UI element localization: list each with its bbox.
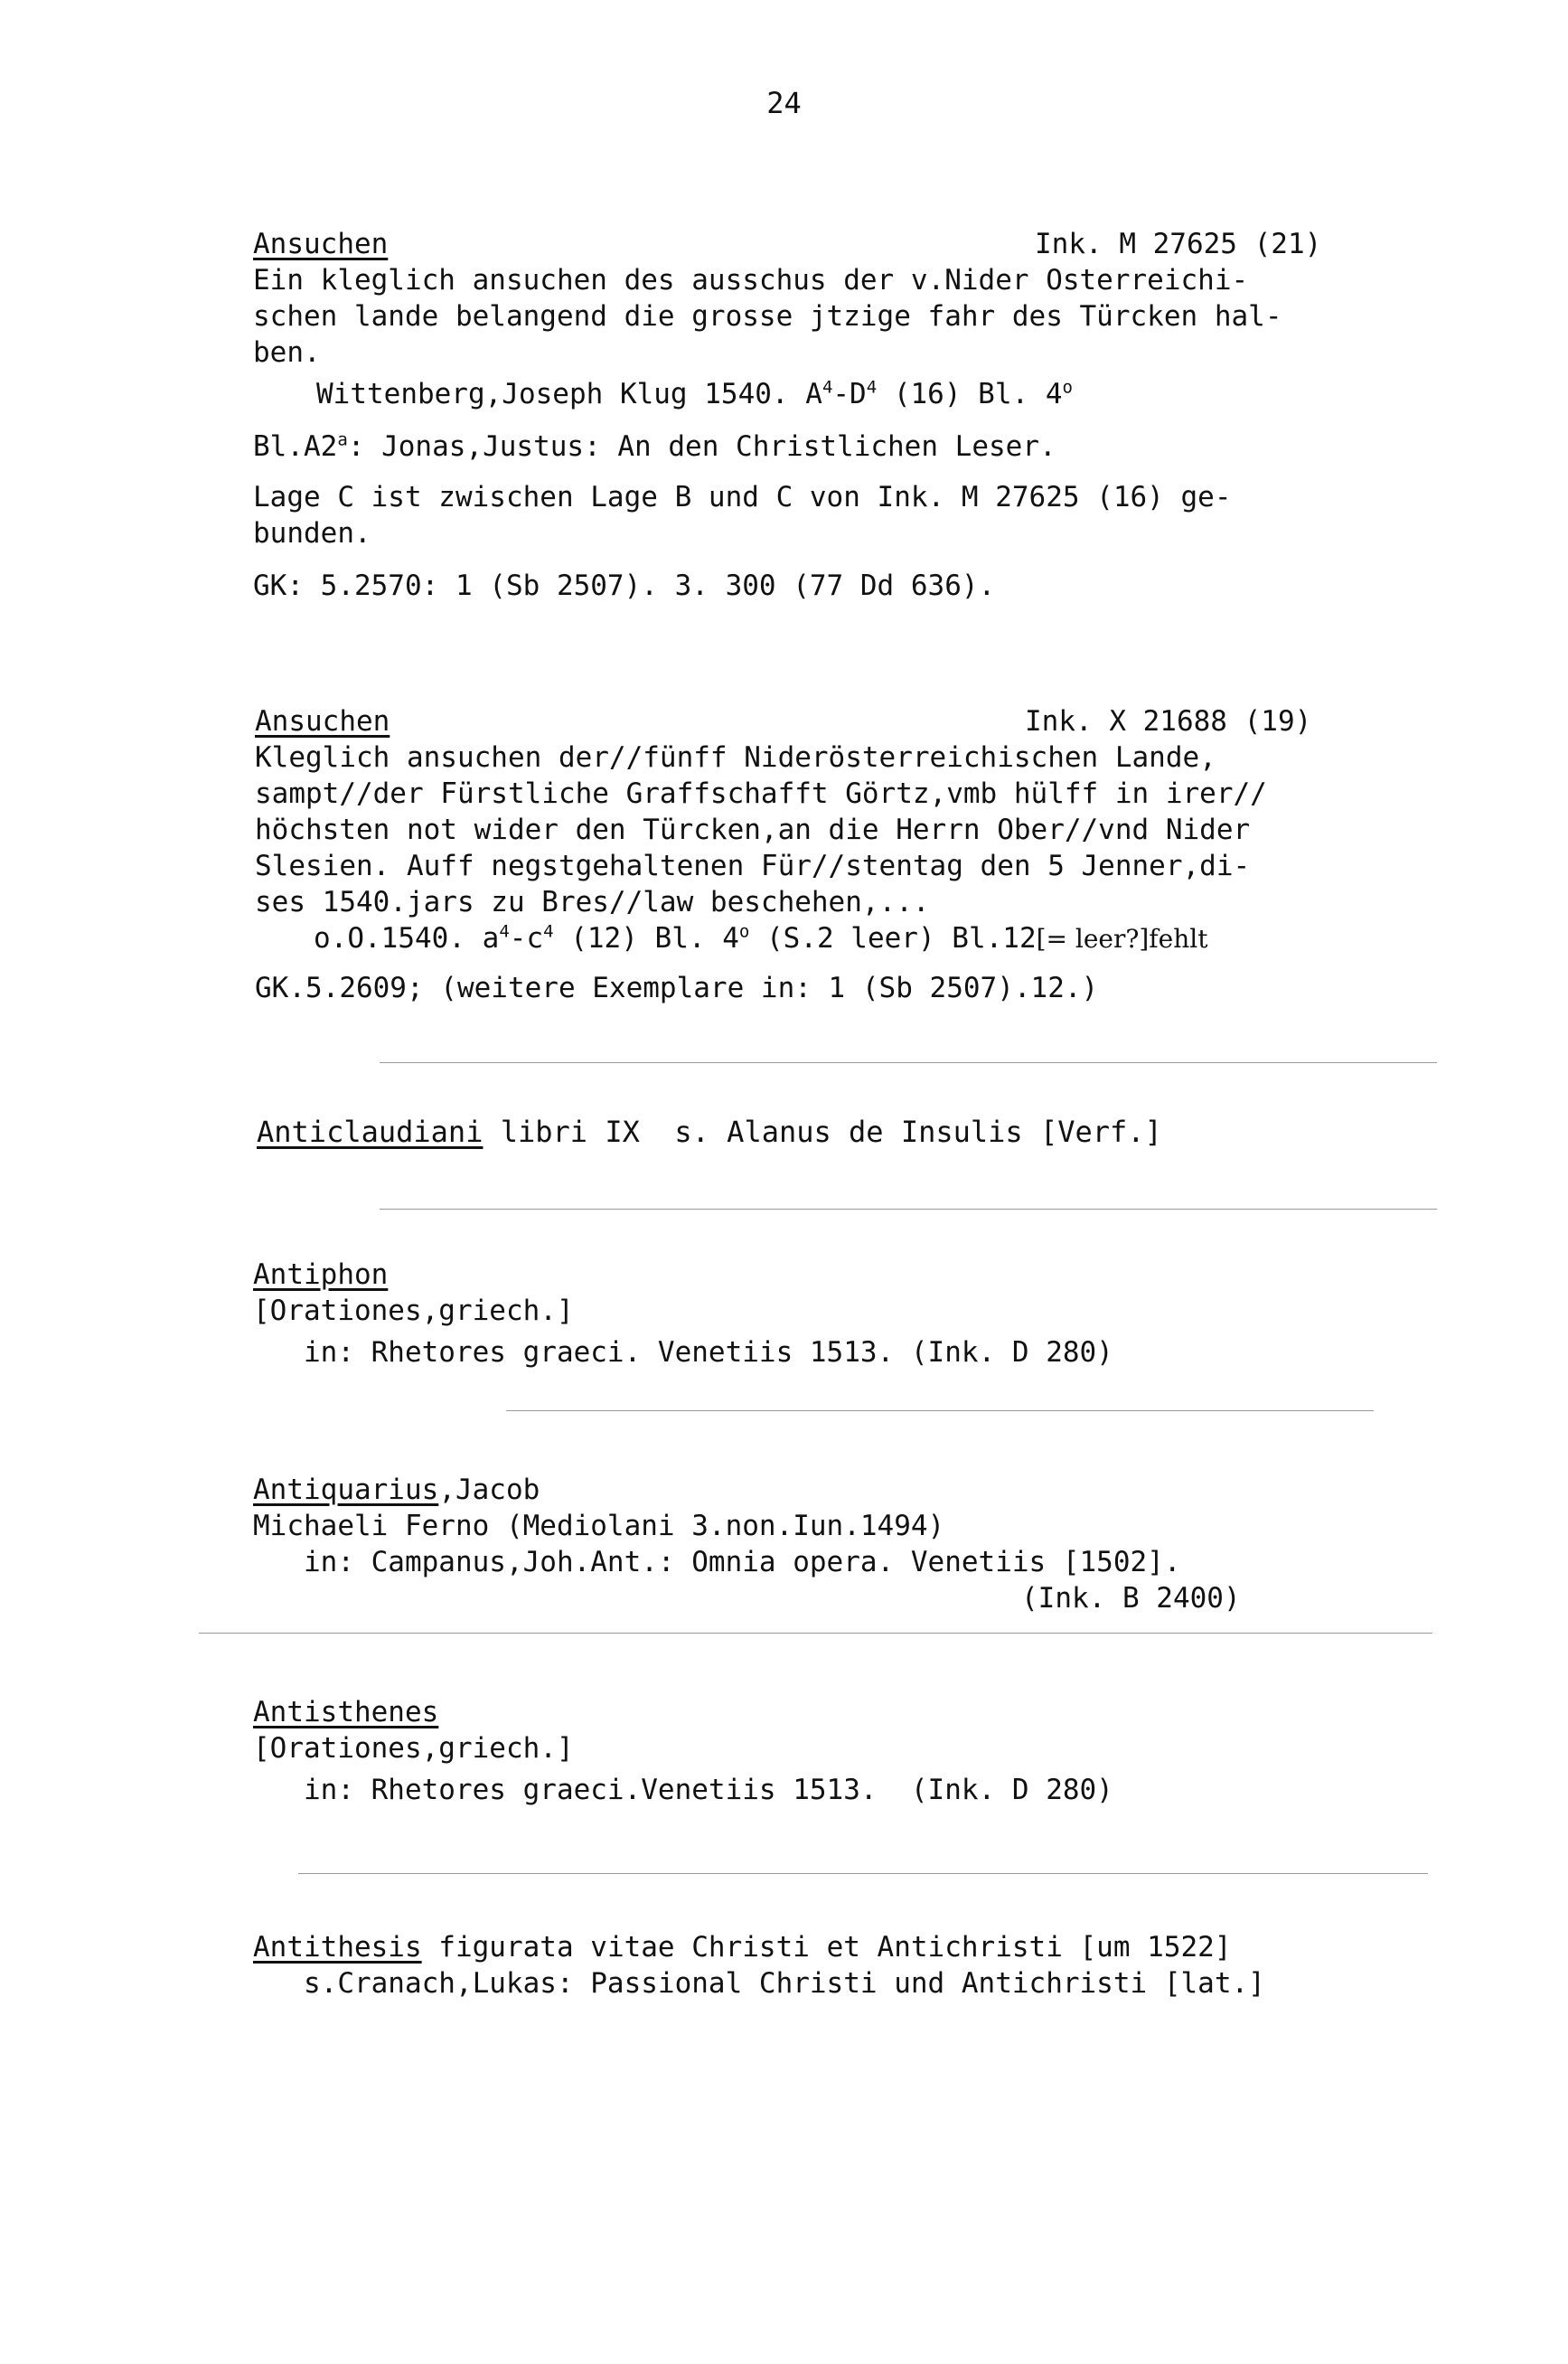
title-text: figurata vitae Christi et Antichristi [um 1522] [421,1931,1232,1964]
imprint-place: Wittenberg,Joseph Klug 1540. [316,378,789,410]
entry-heading: Antithesis [253,1931,422,1964]
page-number: 24 [766,86,802,120]
leaf-ref-sup: a [337,429,348,450]
title-line: ben. [253,336,321,369]
leaf-note [253,429,1482,465]
title-line: sampt//der Fürstliche Graffschafft Görtz,vmb hülff in irer// [255,777,1267,810]
format-sup: o [738,921,750,942]
cross-reference: libri IX s. Alanus de Insulis [Verf.] [483,1115,1162,1149]
imprint-line [255,920,1484,957]
catalog-entry-anticlaudiani [257,1114,1486,1150]
divider [506,1410,1374,1411]
signature-sep: -D [832,378,867,410]
title-line: Kleglich ansuchen der//fünff Niderösterreichischen Lande, [255,741,1216,774]
gk-reference: GK.5.2609; (weitere Exemplare in: 1 (Sb 2507).12.) [255,972,1099,1004]
entry-heading: Antiquarius [253,1474,439,1506]
title-line: ses 1540.jars zu Bres//law beschehen,... [255,886,930,918]
leaf-ref: Bl.A2 [253,430,338,463]
divider [199,1633,1432,1634]
divider [380,1209,1437,1210]
host-item: in: Rhetores graeci.Venetiis 1513. (Ink. D 280) [253,1774,1113,1806]
imprint-place: o.O.1540. [314,922,465,955]
leaf-note-text: : Jonas,Justus: An den Christlichen Leser. [347,430,1056,463]
catalog-entry-antithesis [253,1929,1482,2001]
signature-sep: -c [509,922,544,955]
title-line: Slesien. Auff negstgehaltenen Für//stentag den 5 Jenner,di- [255,850,1251,882]
shelfmark: Ink. X 21688 (19) [1025,705,1312,738]
heading-forename: ,Jacob [438,1474,540,1506]
uniform-title: [Orationes,griech.] [253,1732,574,1765]
handwritten-note: [= leer?]fehlt [1036,924,1208,954]
signature-end-sup: 4 [866,377,878,398]
shelfmark: Ink. M 27625 (21) [1035,228,1322,260]
title-line: Ein kleglich ansuchen des ausschus der v.Nider Osterreichi- [253,264,1249,297]
format-sup: o [1062,377,1073,398]
catalog-entry-ansuchen-1 [253,226,1482,604]
title-line: schen lande belangend die grosse jtzige fahr des Türcken hal- [253,300,1282,333]
title-line: höchsten not wider den Türcken,an die Herrn Ober//vnd Nider [255,814,1251,846]
divider [298,1873,1428,1874]
imprint-line [253,376,1482,412]
entry-heading: Ansuchen [255,705,390,738]
gk-reference: GK: 5.2570: 1 (Sb 2507). 3. 300 (77 Dd 636). [253,570,996,602]
title-line: Michaeli Ferno (Mediolani 3.non.Iun.1494) [253,1510,945,1542]
leaf-count: (16) Bl. 4 [893,378,1063,410]
entry-heading: Anticlaudiani [257,1115,484,1149]
signature-start: A [805,378,822,410]
signature-end-sup: 4 [543,921,554,942]
leaf-count: (12) Bl. 4 [570,922,739,955]
entry-heading: Antiphon [253,1258,389,1291]
catalog-entry-antisthenes [253,1694,1482,1808]
catalog-entry-ansuchen-2 [255,703,1484,1006]
binding-note: Lage C ist zwischen Lage B und C von Ink. M 27625 (16) ge- [253,481,1232,513]
binding-note: bunden. [253,517,371,550]
host-item: in: Rhetores graeci. Venetiis 1513. (Ink. D 280) [253,1336,1113,1369]
cross-reference: s.Cranach,Lukas: Passional Christi und Antichristi [lat.] [253,1967,1265,2000]
catalog-entry-antiphon [253,1257,1482,1370]
catalog-entry-antiquarius [253,1472,1482,1616]
signature-start-sup: 4 [822,377,833,398]
divider [380,1062,1437,1063]
shelfmark: (Ink. B 2400) [1021,1582,1241,1615]
signature-start: a [482,922,500,955]
uniform-title: [Orationes,griech.] [253,1295,574,1327]
host-item: in: Campanus,Joh.Ant.: Omnia opera. Venetiis [1502]. [253,1546,1181,1578]
imprint-tail: (S.2 leer) Bl.12 [749,922,1037,955]
signature-start-sup: 4 [499,921,510,942]
entry-heading: Ansuchen [253,228,389,260]
entry-heading: Antisthenes [253,1696,439,1728]
